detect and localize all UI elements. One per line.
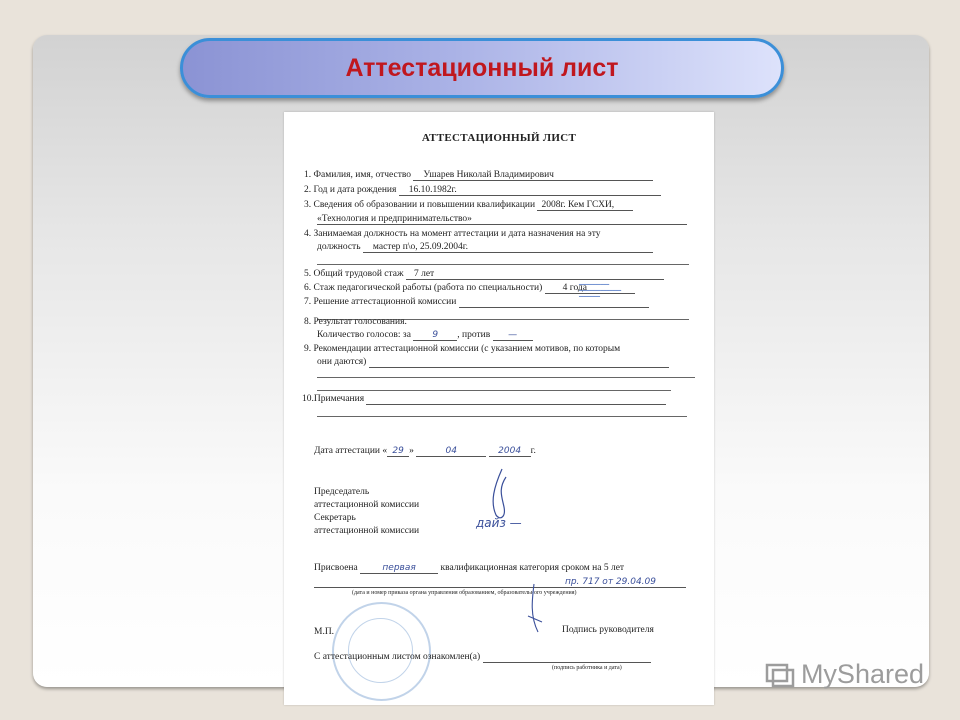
attestation-date: Дата аттестации « 29 » 04 2004 г.: [314, 446, 536, 456]
slide-title: Аттестационный лист: [345, 53, 619, 82]
order-line: [314, 577, 686, 588]
item-4: 4. Занимаемая должность на момент аттестации и дата назначения на эту: [304, 229, 601, 239]
item-4-line2: должность мастер п\о, 25.09.2004г.: [317, 242, 653, 253]
item-8: 8. Результат голосования.: [304, 317, 407, 327]
item-6: 6. Стаж педагогической работы (работа по специальности) 4 года: [304, 283, 635, 294]
order-handwritten: пр. 717 от 29.04.09: [564, 577, 656, 587]
item-10: 10.Примечания: [302, 394, 666, 405]
item-8-line2: Количество голосов: за 9 , против —: [317, 330, 533, 341]
mp-label: М.П.: [314, 627, 335, 637]
assigned-category: Присвоена первая квалификационная категория сроком на 5 лет: [314, 563, 625, 573]
item-4-value: мастер п\о, 25.09.2004г.: [372, 242, 468, 252]
item-1-value: Ушарев Николай Владимирович: [423, 170, 554, 180]
date-day: 29: [392, 446, 404, 456]
chairman-label: Председатель: [314, 487, 370, 497]
rule-10: [317, 416, 687, 417]
secretary-signature: дайз —: [476, 516, 522, 530]
item-2: 2. Год и дата рождения 16.10.1982г.: [304, 185, 661, 196]
title-banner: [180, 38, 784, 98]
blue-stamp: ━━━━━━━━━━ ━━━━━━━━━━━━━━ ━━━━━━━: [579, 282, 622, 300]
rule-9a: [317, 377, 695, 378]
document-heading: АТТЕСТАЦИОННЫЙ ЛИСТ: [421, 132, 577, 144]
item-5: 5. Общий трудовой стаж 7 лет: [304, 269, 664, 280]
employee-caption: (подпись работника и дата): [552, 665, 622, 671]
watermark: [765, 659, 924, 690]
secretary-label-2: аттестационной комиссии: [314, 526, 420, 536]
item-3: 3. Сведения об образовании и повышении квалификации 2008г. Кем ГСХИ,: [304, 200, 633, 211]
item-6-value: 4 года: [562, 283, 587, 293]
item-2-value: 16.10.1982г.: [408, 185, 457, 195]
chairman-signature-icon: [484, 467, 524, 522]
item-3-line2: [317, 214, 687, 225]
order-caption: (дата и номер приказа органа управления образованием, образовательного учреждения): [352, 590, 577, 596]
item-9-line2: они даются): [317, 357, 669, 368]
head-signature-label: Подпись руководителя: [562, 625, 654, 635]
acquainted-line: С аттестационным листом ознакомлен(а): [314, 652, 651, 663]
item-5-value: 7 лет: [413, 269, 435, 279]
item-3-value: 2008г. Кем ГСХИ,: [541, 200, 615, 210]
head-signature-icon: [524, 582, 554, 642]
attestation-document: [284, 112, 714, 705]
item-1: 1. Фамилия, имя, отчество Ушарев Николай Владимирович: [304, 170, 653, 181]
rule-4: [317, 264, 689, 265]
item-3-value2: «Технология и предпринимательство»: [317, 214, 472, 224]
item-7: 7. Решение аттестационной комиссии: [304, 297, 649, 308]
assigned-value: первая: [382, 563, 416, 573]
date-year: 2004: [498, 446, 522, 456]
rule-9b: [317, 390, 671, 391]
chairman-label-2: аттестационной комиссии: [314, 500, 420, 510]
watermark-logo-icon: [765, 661, 795, 689]
votes-against: —: [508, 330, 518, 340]
secretary-label: Секретарь: [314, 513, 356, 523]
votes-for: 9: [432, 330, 439, 340]
item-9: 9. Рекомендации аттестационной комиссии (с указанием мотивов, по которым: [304, 344, 621, 354]
date-month: 04: [445, 446, 457, 456]
watermark-text: MyShared: [800, 659, 924, 689]
